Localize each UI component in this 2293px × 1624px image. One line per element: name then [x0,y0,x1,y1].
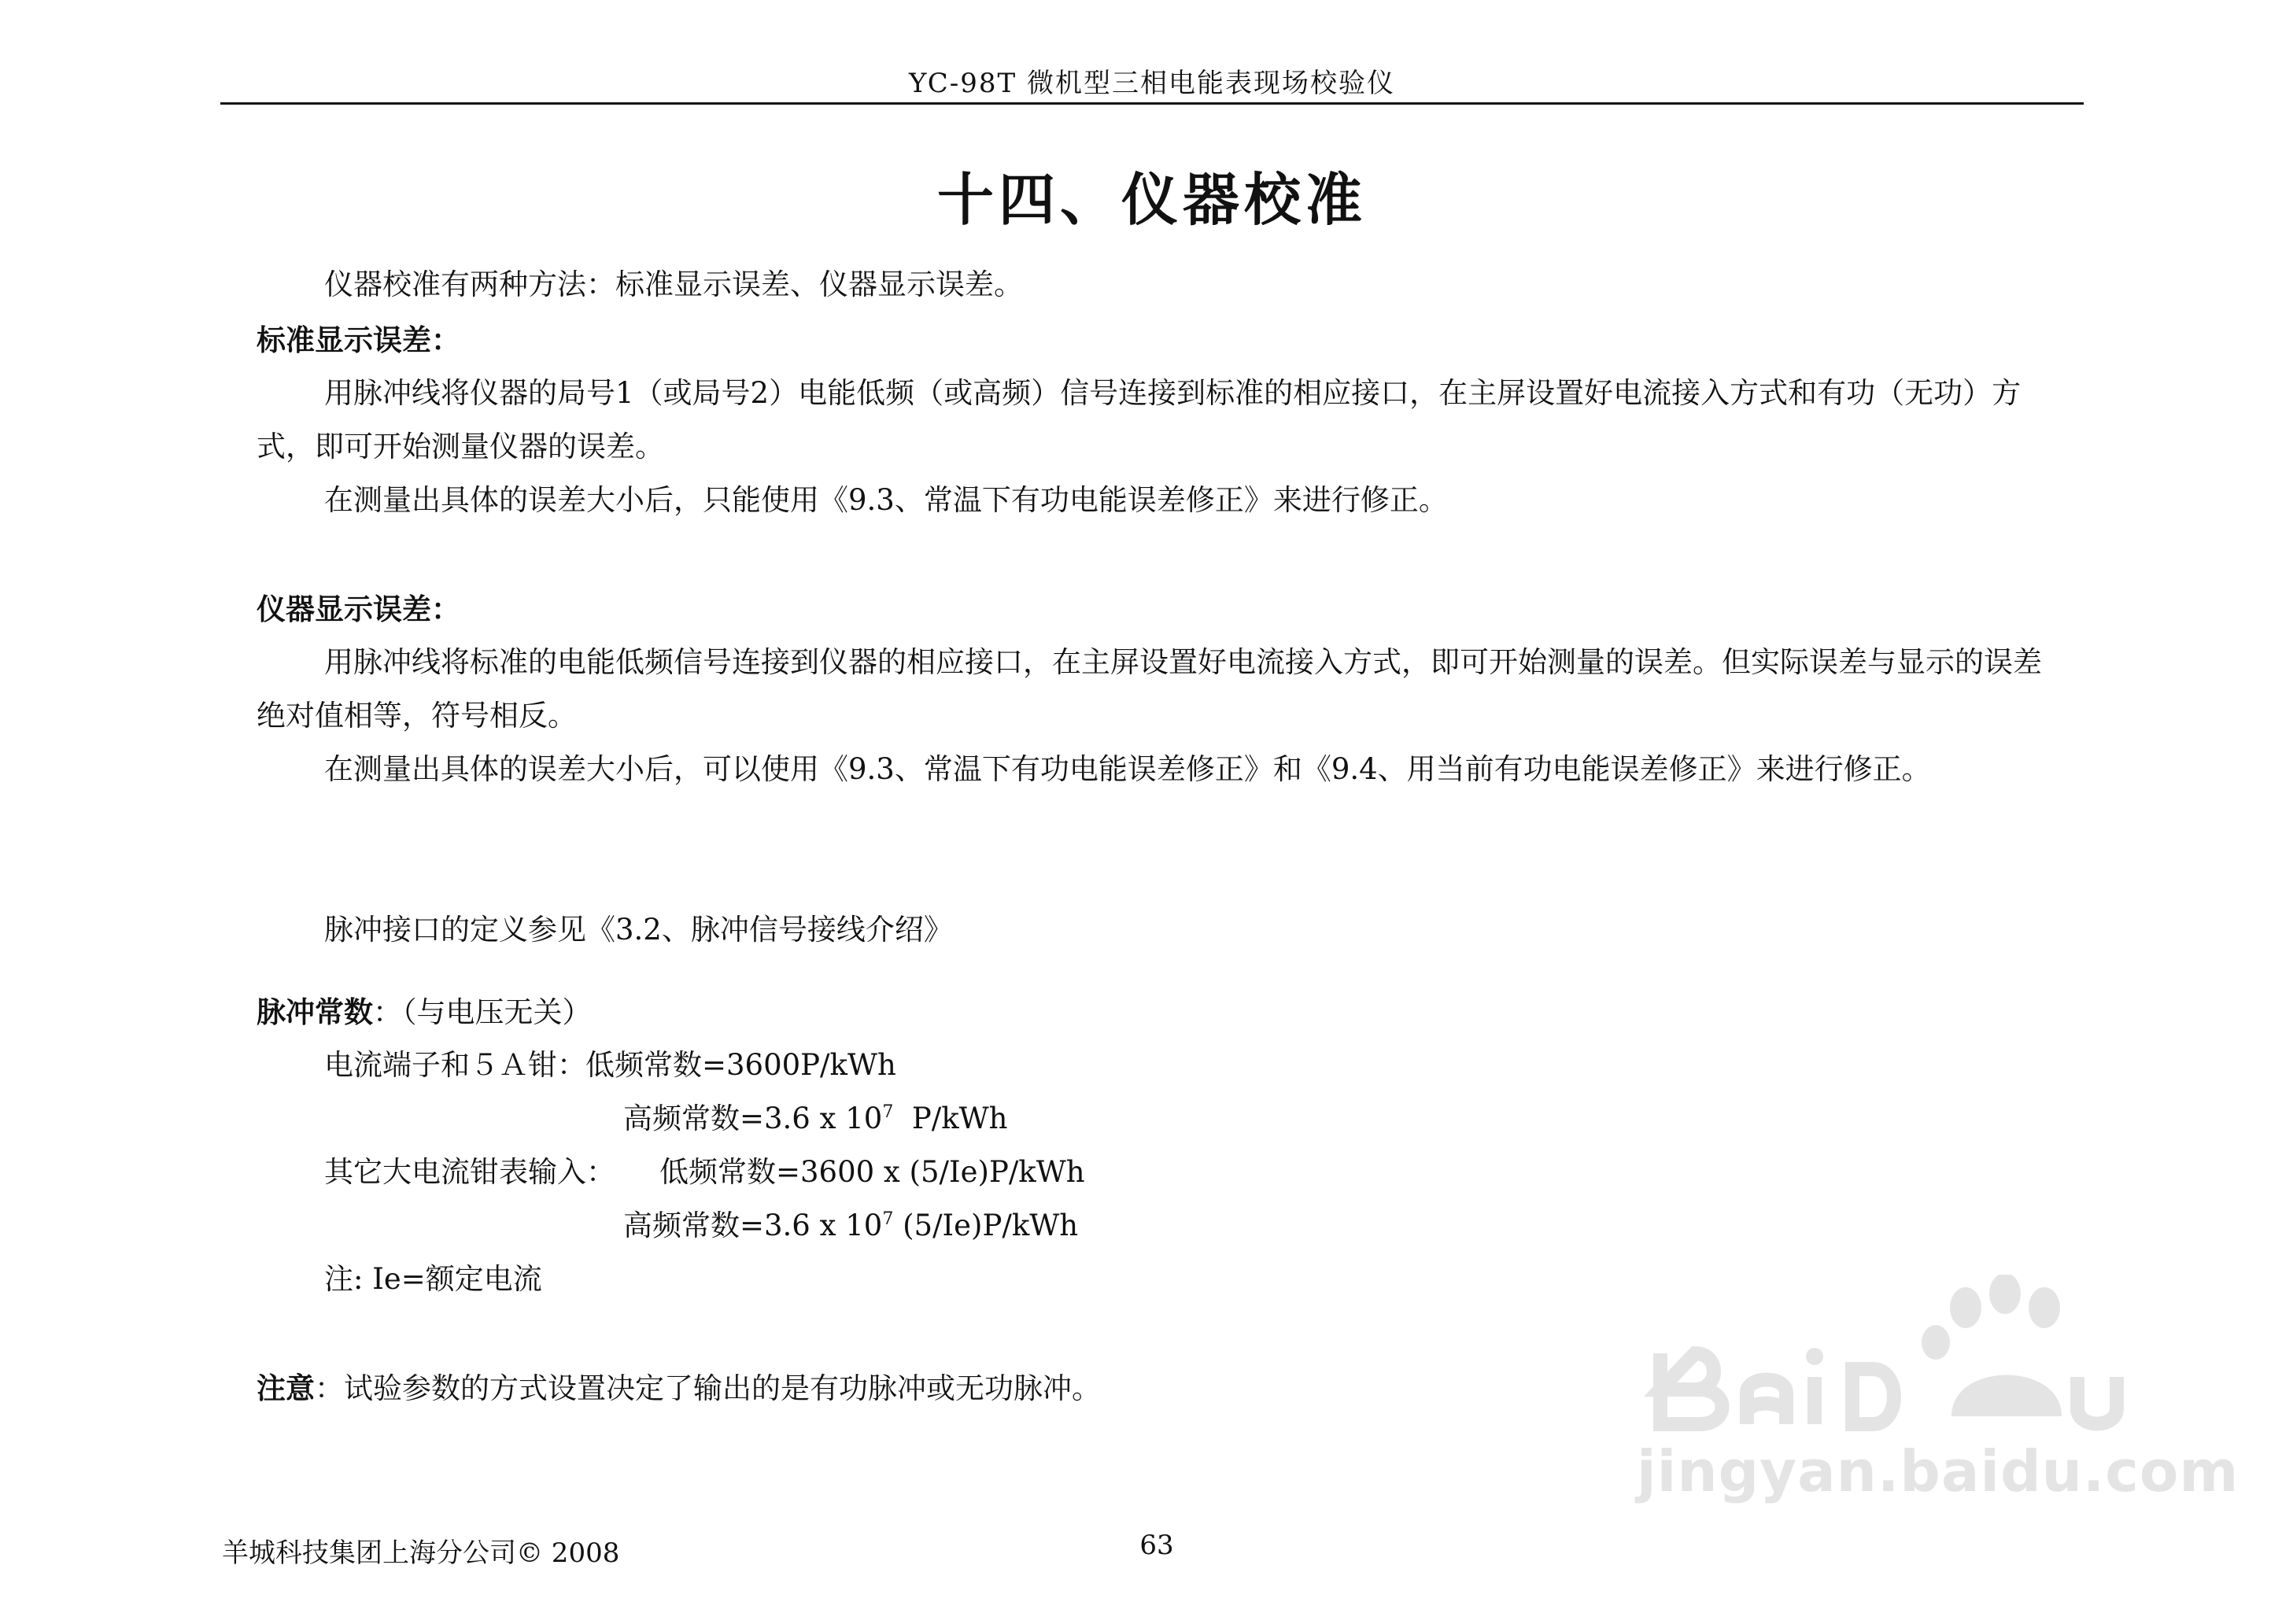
instrument-error-heading: 仪器显示误差： [257,592,460,626]
row2-low-frequency: 低频常数=3600 x (5/Ie)P/kWh [659,1155,1085,1189]
standard-error-heading: 标准显示误差： [257,323,460,357]
row1-label: 电流端子和５Ａ钳： [324,1048,586,1082]
header-rule [220,102,2084,105]
standard-error-paragraph-2: 在测量出具体的误差大小后，只能使用《9.3、常温下有功电能误差修正》来进行修正。 [324,483,1448,517]
pulse-constants-heading-label: 脉冲常数 [257,995,373,1029]
attention-text: ：试验参数的方式设置决定了输出的是有功脉冲或无功脉冲。 [315,1371,1101,1405]
running-header: YC-98T 微机型三相电能表现场校验仪 [908,68,1396,99]
instrument-error-paragraph-1: 用脉冲线将标准的电能低频信号连接到仪器的相应接口，在主屏设置好电流接入方式，即可开始测量的误差。但实际误差与显示的误差绝对值相等，符号相反。 [257,645,2042,733]
row1-high-prefix: 高频常数=3.6 x 10 [623,1102,883,1135]
footer-page-number: 63 [1139,1530,1174,1561]
row1-high-frequency [623,1092,1008,1146]
pulse-interface-note: 脉冲接口的定义参见《3.2、脉冲信号接线介绍》 [324,913,953,947]
rated-current-footnote: 注: Ie=额定电流 [324,1262,542,1296]
baidu-jingyan-logo-icon [1637,1275,2188,1440]
baidu-jingyan-watermark [1637,1275,2239,1526]
row1-low-frequency: 低频常数=3600P/kWh [585,1048,896,1082]
row2-high-prefix: 高频常数=3.6 x 10 [623,1209,883,1242]
row2-high-frequency [623,1199,1078,1253]
intro-paragraph: 仪器校准有两种方法：标准显示误差、仪器显示误差。 [324,268,1023,301]
instrument-error-paragraph-2: 在测量出具体的误差大小后，可以使用《9.3、常温下有功电能误差修正》和《9.4、用当前有功电能误差修正》来进行修正。 [324,752,1931,786]
row1-high-suffix: P/kWh [893,1102,1008,1135]
row1-high-exponent: 7 [882,1102,894,1122]
row2-high-suffix: (5/Ie)P/kWh [893,1209,1079,1242]
row2-high-exponent: 7 [882,1209,894,1229]
chapter-title: 十四、仪器校准 [936,166,1367,233]
pulse-constants-heading-suffix: ：（与电压无关） [373,995,592,1029]
attention-label: 注意 [257,1371,315,1405]
watermark-url: jingyan.baidu.com [1637,1438,2239,1504]
footer-company: 羊城科技集团上海分公司© 2008 [222,1537,620,1569]
pulse-constants-heading [257,985,2051,1039]
row2-label: 其它大电流钳表输入： [324,1155,615,1189]
standard-error-paragraph-1: 用脉冲线将仪器的局号1（或局号2）电能低频（或高频）信号连接到标准的相应接口，在主屏设置好电流接入方式和有功（无功）方式，即可开始测量仪器的误差。 [257,376,2022,463]
